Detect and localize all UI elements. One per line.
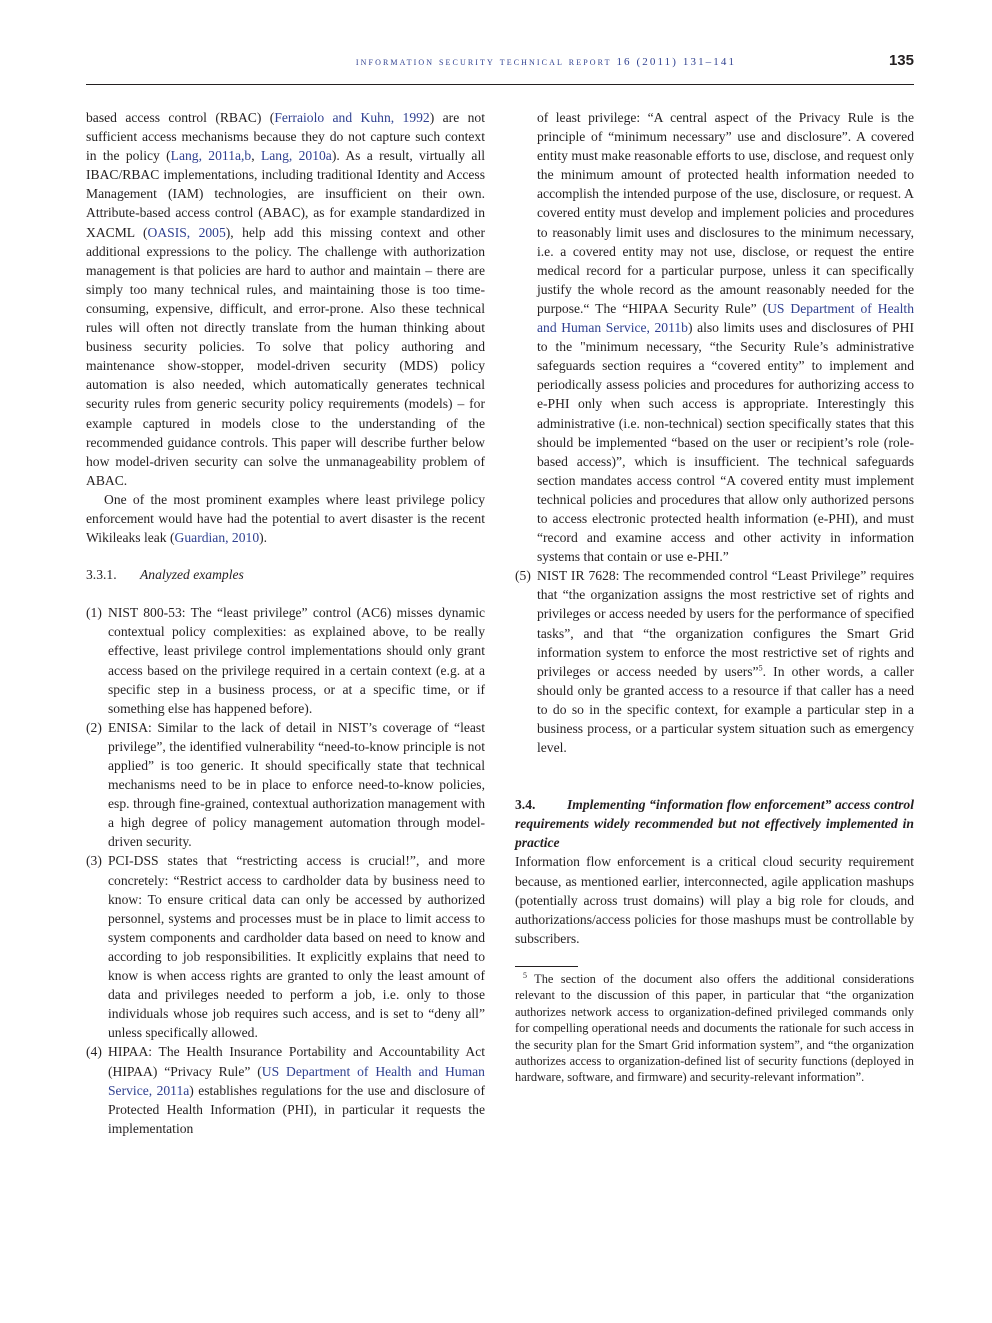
item-label: (4) bbox=[86, 1044, 102, 1060]
subsection-title: Analyzed examples bbox=[140, 567, 244, 583]
section-heading bbox=[515, 795, 914, 852]
page-number: 135 bbox=[888, 52, 914, 69]
item-label: (3) bbox=[86, 853, 102, 869]
item-label: (1) bbox=[86, 605, 102, 621]
item-text: PCI-DSS states that “restricting access is crucial!”, and more concretely: “Restrict access to cardholder data by business need to know: To ensure critical data can only be accessed by authorized personnel, systems and processes must be in place to limit access to system components and cardholder data based on need to know and according to job responsibilities. It explicitly explains that need to know is when access rights are granted to only the least amount of data and privileges needed to perform a job, i.e. only to those individuals whose job requires such access, and is set to “deny all” unless specifically allowed. bbox=[108, 853, 485, 1041]
running-header bbox=[86, 52, 914, 85]
text: ). As a result, virtually all IBAC/RBAC implementations, including traditional Identity and Access Management (IAM) technologies, are insufficient on their own. Attribute-based access control (ABAC), as for example standardized in XACML ( bbox=[86, 148, 486, 240]
text: ), help add this missing context and other additional expressions to the policy. The challenge with authorization management is that policies are hard to author and maintain – there are simply too many technical rules, and maintaining those is too time-consuming, expensive, difficult, and error-prone. Also these technical rules will often not directly translate from the human thinking about business security policies. To solve that policy authoring and maintenance show-stopper, model-driven security (MDS) policy automation is also needed, which automatically generates technical security rules from generic security policy requirements (models) – for example captured in models close to the understanding of the recommended guidance controls. This paper will describe further below how model-driven security can solve the unmanageability problem of ABAC. bbox=[86, 224, 486, 488]
list-item bbox=[515, 566, 914, 757]
text: ) are not sufficient access mechanisms because they do not capture such context in the policy ( bbox=[86, 110, 485, 164]
example-list bbox=[86, 603, 485, 1138]
item-text: HIPAA: The Health Insurance Portability and Accountability Act (HIPAA) “Privacy Rule” ( bbox=[108, 1044, 485, 1079]
citation-link[interactable]: Lang, 2011a,b bbox=[170, 148, 252, 164]
item-label: (5) bbox=[515, 568, 531, 584]
item-text: ) also limits uses and disclosures of PHI to the "minimum necessary, “the Security Rule’s administrative safeguards section requires a “covered entity” to implement and periodically assess policies and procedures for authorizing access to e-PHI only when such access is appropriate. Interestingly this administrative (i.e. non-technical) section specifically states that this should be implemented “based on the user or recipient’s role (role-based access)”, which is insufficient. The technical safeguards section mandates access control “A covered entity must implement technical policies and procedures that allow only authorized persons to access electronic protected health information (e-PHI), and must “record and examine access and other activity in information systems that contain or use e-PHI.” bbox=[537, 320, 915, 565]
citation-link[interactable]: US Department of Health and Human Service, 2011a bbox=[108, 1063, 485, 1098]
text: One of the most prominent examples where least privilege policy enforcement would have had the potential to avert disaster is the recent Wikileaks leak ( bbox=[86, 491, 485, 546]
item-text: of least privilege: “A central aspect of the Privacy Rule is the principle of “minimum necessary” use and disclosure”. A covered entity must make reasonable efforts to use, disclose, and request only the minimum amount of protected health information needed to accomplish the intended purpose of the use, disclosure, or request. A covered entity must develop and implement policies and procedures to reasonably limit uses and disclosures to the minimum necessary, i.e. a covered entity may not use, disclose, or request the entire medical record for a particular purpose, unless it can specifically justify the whole record as the amount reasonably needed for the purpose.“ The “HIPAA Security Rule” ( bbox=[537, 110, 914, 316]
left-column bbox=[86, 108, 485, 1138]
footnote-divider bbox=[515, 966, 578, 967]
section-title: Implementing “information flow enforcement” access control requirements widely recommended but not effectively implemented in practice bbox=[515, 797, 914, 851]
right-column bbox=[515, 108, 914, 1086]
item-text: NIST IR 7628: The recommended control “Least Privilege” requires that “the organization assigns the most restrictive set of rights and privileges or access needed by users for the performance of specified tasks”, and that “the organization configures the Smart Grid information system to enforce the most restrictive set of rights and privileges or access needed by users” bbox=[537, 568, 914, 679]
subsection-number: 3.3.1. bbox=[86, 567, 117, 583]
footnote bbox=[515, 971, 914, 1086]
footnote-text: The section of the document also offers the additional considerations relevant to the discussion of this paper, in particular that “the organization authorizes network access to organization-defined privileged commands only for compelling operational needs and documents the rationale for such access in the security plan for the Smart Grid information system”, and “the organization authorizes access to organization-defined list of security functions (deployed in hardware, software, and firmware) and security-relevant information”. bbox=[515, 971, 915, 1085]
list-item bbox=[86, 718, 485, 852]
citation-link[interactable]: Guardian, 2010 bbox=[174, 530, 260, 546]
citation-link[interactable]: US Department of Health and Human Service, 2011b bbox=[537, 300, 914, 336]
item-text: ) establishes regulations for the use and disclosure of Protected Health Information (PHI), in particular it requests the implementation bbox=[108, 1082, 485, 1136]
footnote-marker[interactable]: 5 bbox=[758, 663, 763, 673]
item-text: ENISA: Similar to the lack of detail in NIST’s coverage of “least privilege”, the identified vulnerability “need-to-know principle is not applied” is too generic. It should specifically state that technical mechanisms need to be in place to enforce need-to-know policies, esp. through fine-grained, contextual authorization management with a high degree of policy management automation through model-driven security. bbox=[108, 719, 485, 850]
list-item bbox=[86, 851, 485, 1042]
list-item bbox=[86, 1042, 485, 1137]
journal-title: information security technical report 16 (2011) 131–141 bbox=[355, 56, 737, 68]
footnote-number: 5 bbox=[523, 970, 527, 980]
list-item-continued bbox=[515, 108, 914, 566]
text: based access control (RBAC) ( bbox=[86, 110, 275, 125]
section-number: 3.4. bbox=[515, 797, 536, 813]
text: ). bbox=[259, 530, 268, 546]
item-text: NIST 800-53: The “least privilege” control (AC6) misses dynamic contextual policy complexities: as explained above, to be really effective, least privilege control implementations should only grant access based on the privilege required in a certain context (e.g. at a specific step in a business process, or at a specific time, or if something else has happened before). bbox=[108, 605, 485, 716]
subsection-heading bbox=[86, 565, 485, 584]
paragraph: Information flow enforcement is a critical cloud security requirement because, as mentioned earlier, interconnected, agile application mashups (potentially across trust domains) will play a big role for clouds, and authorizations/access policies for those mashups must be controllable by subscribers. bbox=[515, 854, 914, 946]
paragraph bbox=[86, 108, 485, 490]
citation-link[interactable]: Ferraiolo and Kuhn, 1992 bbox=[274, 110, 430, 125]
paragraph bbox=[86, 490, 485, 547]
item-text: . In other words, a caller should only be granted access to a resource if that caller has a need to do so in the specific context, for example a particular step in a business process, or a particular system situation such as emergency level. bbox=[537, 663, 914, 756]
item-label: (2) bbox=[86, 719, 102, 735]
example-list-continued bbox=[515, 108, 914, 757]
citation-link[interactable]: Lang, 2010a bbox=[260, 148, 332, 164]
list-item bbox=[86, 603, 485, 718]
text: , bbox=[251, 148, 261, 164]
citation-link[interactable]: OASIS, 2005 bbox=[147, 224, 226, 240]
